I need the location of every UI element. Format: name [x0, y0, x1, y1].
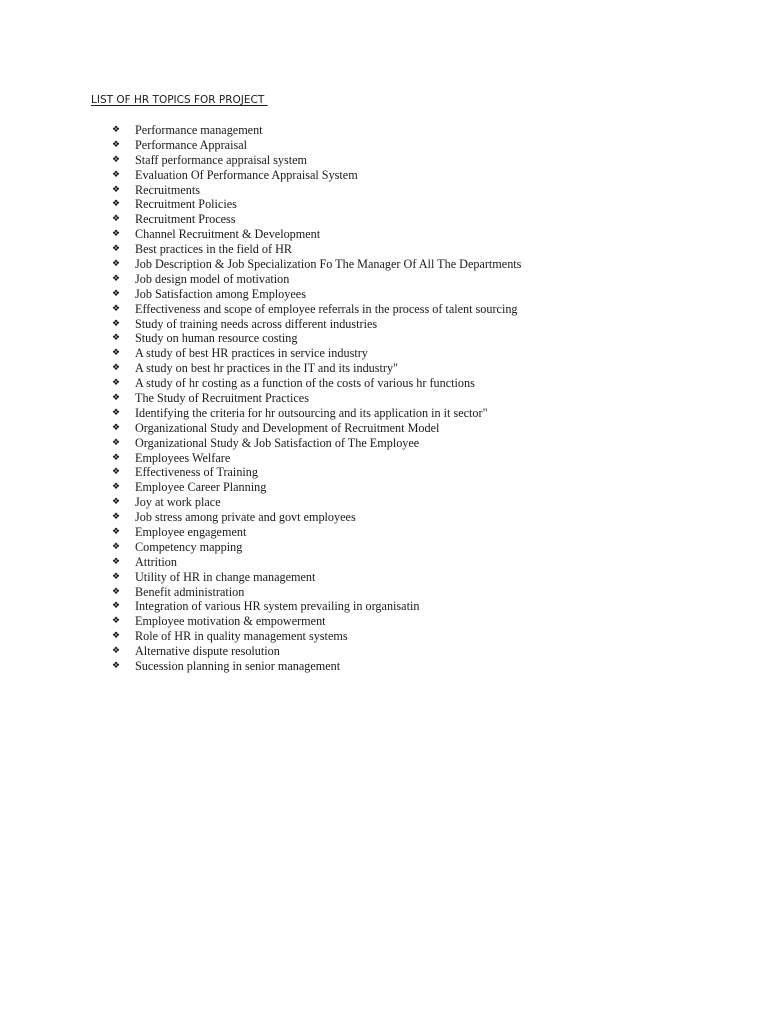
- list-item: [112, 644, 521, 659]
- list-item: [112, 272, 521, 287]
- list-item: [112, 465, 521, 480]
- diamond-bullet-icon: ❖: [112, 556, 121, 567]
- topic-text: Competency mapping: [135, 539, 243, 554]
- list-item: [112, 629, 521, 644]
- list-item: [112, 555, 521, 570]
- diamond-bullet-icon: ❖: [112, 661, 121, 671]
- diamond-bullet-icon: ❖: [112, 571, 121, 582]
- topic-text: Job design model of motivation: [135, 271, 290, 286]
- topic-text: Organizational Study and Development of Recruitment Model: [135, 420, 440, 435]
- topic-text: Effectiveness of Training: [135, 465, 258, 480]
- list-item: [112, 346, 521, 361]
- document-title: LIST OF HR TOPICS FOR PROJECT: [91, 94, 268, 106]
- diamond-bullet-icon: ❖: [112, 497, 121, 508]
- list-item: [112, 257, 521, 272]
- diamond-bullet-icon: ❖: [112, 258, 121, 269]
- list-item: [112, 659, 521, 674]
- list-item: [112, 585, 521, 600]
- list-item: [112, 540, 521, 555]
- list-item: [112, 406, 521, 421]
- topic-text: Utility of HR in change management: [135, 569, 316, 584]
- diamond-bullet-icon: ❖: [112, 586, 121, 597]
- topic-text: The Study of Recruitment Practices: [135, 390, 309, 405]
- list-item: [112, 317, 521, 332]
- topic-text: Best practices in the field of HR: [135, 242, 293, 257]
- topic-text: Study on human resource costing: [135, 331, 298, 346]
- diamond-bullet-icon: ❖: [112, 452, 121, 463]
- diamond-bullet-icon: ❖: [112, 139, 121, 150]
- topic-text: Alternative dispute resolution: [135, 644, 280, 659]
- list-item: [112, 600, 521, 615]
- list-item: [112, 138, 521, 153]
- diamond-bullet-icon: ❖: [112, 154, 121, 165]
- diamond-bullet-icon: ❖: [112, 229, 121, 240]
- diamond-bullet-icon: ❖: [112, 422, 121, 433]
- list-item: [112, 421, 521, 436]
- topic-text: Performance Appraisal: [135, 137, 248, 152]
- diamond-bullet-icon: ❖: [112, 392, 121, 403]
- topic-text: Role of HR in quality management systems: [135, 629, 348, 644]
- list-item: [112, 123, 521, 138]
- diamond-bullet-icon: ❖: [112, 437, 121, 448]
- diamond-bullet-icon: ❖: [112, 467, 121, 478]
- topic-text: Employee Career Planning: [135, 480, 267, 495]
- topic-text: Joy at work place: [135, 495, 221, 510]
- topic-text: Staff performance appraisal system: [135, 152, 308, 167]
- list-item: [112, 227, 521, 242]
- list-item: [112, 287, 521, 302]
- list-item: [112, 391, 521, 406]
- topic-text: Benefit administration: [135, 584, 245, 599]
- topic-text: Evaluation Of Performance Appraisal System: [135, 167, 358, 182]
- diamond-bullet-icon: ❖: [112, 184, 121, 195]
- topic-text: Employee motivation & empowerment: [135, 614, 326, 629]
- topic-text: A study on best hr practices in the IT and its industry": [135, 361, 399, 376]
- diamond-bullet-icon: ❖: [112, 646, 121, 657]
- list-item: [112, 480, 521, 495]
- diamond-bullet-icon: ❖: [112, 616, 121, 627]
- list-item: [112, 510, 521, 525]
- diamond-bullet-icon: ❖: [112, 199, 121, 210]
- topic-text: A study of hr costing as a function of the costs of various hr functions: [135, 376, 475, 391]
- list-item: [112, 212, 521, 227]
- diamond-bullet-icon: ❖: [112, 512, 121, 523]
- list-item: [112, 614, 521, 629]
- topic-text: Effectiveness and scope of employee referrals in the process of talent sourcing: [135, 301, 518, 316]
- list-item: [112, 302, 521, 317]
- list-item: [112, 525, 521, 540]
- diamond-bullet-icon: ❖: [112, 288, 121, 299]
- diamond-bullet-icon: ❖: [112, 541, 121, 552]
- list-item: [112, 451, 521, 466]
- topic-text: A study of best HR practices in service industry: [135, 346, 368, 361]
- diamond-bullet-icon: ❖: [112, 244, 121, 255]
- diamond-bullet-icon: ❖: [112, 348, 121, 359]
- diamond-bullet-icon: ❖: [112, 482, 121, 493]
- diamond-bullet-icon: ❖: [112, 378, 121, 389]
- topic-text: Recruitments: [135, 182, 200, 197]
- topic-text: Study of training needs across different industries: [135, 316, 378, 331]
- topic-text: Attrition: [135, 554, 177, 569]
- topic-text: Performance management: [135, 122, 263, 137]
- list-item: [112, 183, 521, 198]
- diamond-bullet-icon: ❖: [112, 273, 121, 284]
- topic-text: Job stress among private and govt employees: [135, 510, 356, 525]
- topic-text: Recruitment Policies: [135, 197, 237, 212]
- topic-text: Channel Recruitment & Development: [135, 227, 321, 242]
- topic-text: Organizational Study & Job Satisfaction of The Employee: [135, 435, 420, 450]
- topic-text: Employees Welfare: [135, 450, 231, 465]
- diamond-bullet-icon: ❖: [112, 124, 121, 135]
- diamond-bullet-icon: ❖: [112, 363, 121, 374]
- topic-text: Job Description & Job Specialization Fo The Manager Of All The Departments: [135, 256, 522, 271]
- diamond-bullet-icon: ❖: [112, 601, 121, 612]
- diamond-bullet-icon: ❖: [112, 631, 121, 642]
- list-item: [112, 570, 521, 585]
- diamond-bullet-icon: ❖: [112, 318, 121, 329]
- topic-text: Sucession planning in senior management: [135, 659, 341, 674]
- list-item: [112, 153, 521, 168]
- diamond-bullet-icon: ❖: [112, 303, 121, 314]
- topic-text: Integration of various HR system prevailing in organisatin: [135, 599, 420, 614]
- list-item: [112, 197, 521, 212]
- list-item: [112, 495, 521, 510]
- topic-list: [112, 123, 521, 674]
- diamond-bullet-icon: ❖: [112, 407, 121, 418]
- diamond-bullet-icon: ❖: [112, 526, 121, 537]
- diamond-bullet-icon: ❖: [112, 214, 121, 225]
- list-item: [112, 436, 521, 451]
- list-item: [112, 376, 521, 391]
- list-item: [112, 242, 521, 257]
- topic-text: Job Satisfaction among Employees: [135, 286, 306, 301]
- topic-text: Employee engagement: [135, 525, 247, 539]
- list-item: [112, 361, 521, 376]
- diamond-bullet-icon: ❖: [112, 333, 121, 344]
- list-item: [112, 168, 521, 183]
- diamond-bullet-icon: ❖: [112, 169, 121, 180]
- list-item: [112, 331, 521, 346]
- topic-text: Recruitment Process: [135, 212, 236, 227]
- topic-text: Identifying the criteria for hr outsourcing and its application in it sector": [135, 405, 488, 420]
